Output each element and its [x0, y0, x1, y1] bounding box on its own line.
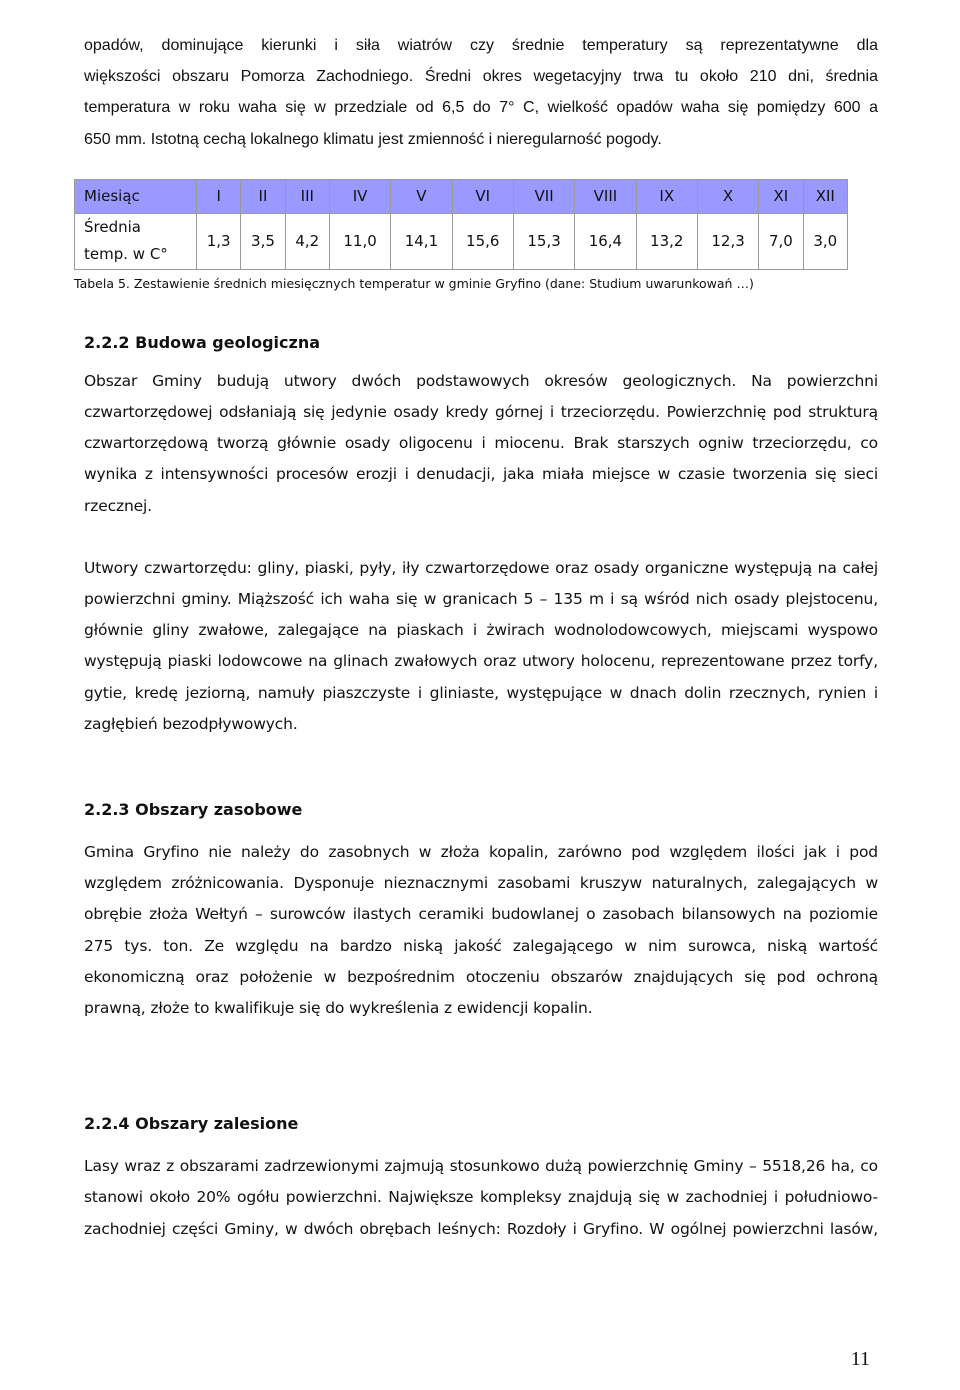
text-line: czwartorzędowej odsłaniają się jedynie osady kredy górnej i trzeciorzędu. Powierzchnię pod strukturą [84, 403, 878, 422]
text-line: prawną, złoże to kwalifikuje się do wykreślenia z ewidencji kopalin. [84, 999, 593, 1018]
text-line: zachodniej części Gminy, w dwóch obrębach leśnych: Rozdoły i Gryfino. W ogólnej powierzchni lasów, [84, 1219, 878, 1238]
text-line: Gmina Gryfino nie należy do zasobnych w złoża kopalin, zarówno pod względem ilości jak i pod [84, 843, 878, 862]
text-line: 650 mm. Istotną cechą lokalnego klimatu jest zmienność i nieregularność pogody. [84, 130, 662, 148]
value-cell: 15,3 [513, 213, 574, 269]
month-cell: XII [803, 179, 847, 213]
month-cell: VI [452, 179, 513, 213]
value-cell: 3,5 [241, 213, 285, 269]
month-cell: IX [636, 179, 697, 213]
row-label-cell [75, 213, 197, 269]
text-line: głównie gliny zwałowe, zalegające na piaskach i żwirach wodnolodowcowych, miejscami wyspowo [84, 621, 878, 640]
text-line: stanowi około 20% ogółu powierzchni. Największe kompleksy znajdują się w zachodniej i południowo- [84, 1188, 878, 1207]
value-cell: 3,0 [803, 213, 847, 269]
month-cell: XI [759, 179, 803, 213]
value-cell: 1,3 [197, 213, 241, 269]
text-line: zagłębień bezodpływowych. [84, 714, 298, 733]
month-cell: III [285, 179, 329, 213]
text-line: wynika z intensywności procesów erozji i denudacji, jaka miała miejsce w czasie tworzenia się sieci [84, 465, 878, 484]
resources-paragraph [84, 837, 878, 1024]
text-line: Obszar Gminy budują utwory dwóch podstawowych okresów geologicznych. Na powierzchni [84, 371, 878, 390]
text-line: czwartorzędową tworzą głównie osady oligocenu i miocenu. Brak starszych ogniw trzeciorzędu, co [84, 434, 878, 453]
header-label-cell: Miesiąc [75, 179, 197, 213]
row-label-line: Średnia [84, 218, 141, 237]
value-cell: 12,3 [697, 213, 758, 269]
text-line: opadów, dominujące kierunki i siła wiatrów czy średnie temperatury są reprezentatywne dla [84, 37, 878, 54]
month-cell: IV [329, 179, 390, 213]
text-line: 275 tys. ton. Ze względu na bardzo niską jakość zalegającego w nim surowca, niską wartość [84, 936, 878, 955]
row-label-line: temp. w C° [84, 245, 168, 264]
geology-paragraph [84, 366, 878, 522]
temperature-table [74, 179, 848, 270]
page-number: 11 [850, 1348, 870, 1370]
table-values-row [75, 213, 848, 269]
value-cell: 4,2 [285, 213, 329, 269]
text-line: powierzchni gminy. Miąższość ich waha się w granicach 5 – 135 m i są wśród nich osady plejstocenu, [84, 590, 878, 609]
forests-paragraph [84, 1151, 878, 1245]
text-line: rzecznej. [84, 496, 152, 515]
document-page [74, 28, 878, 1245]
text-line: temperatura w roku waha się w przedziale od 6,5 do 7° C, wielkość opadów waha się pomiędzy 600 a [84, 99, 878, 117]
text-line: ekonomiczną oraz położenie w bezpośrednim otoczeniu obszarów znajdujących się pod ochroną [84, 967, 878, 986]
text-line: obrębie złoża Wełtyń – surowców ilastych ceramiki budowlanej o zasobach bilansowych na poziomie [84, 905, 878, 924]
text-line: Lasy wraz z obszarami zadrzewionymi zajmują stosunkowo dużą powierzchnię Gminy – 5518,26 ha, co [84, 1157, 878, 1176]
value-cell: 15,6 [452, 213, 513, 269]
value-cell: 7,0 [759, 213, 803, 269]
month-cell: X [697, 179, 758, 213]
value-cell: 14,1 [391, 213, 452, 269]
month-cell: VIII [575, 179, 636, 213]
text-line: gytie, kredę jeziorną, namuły piaszczyste i gliniaste, występujące w dnach dolin rzecznych, rynien i [84, 683, 878, 702]
section-heading: 2.2.2 Budowa geologiczna [84, 332, 320, 352]
text-line: występują piaski lodowcowe na glinach zwałowych oraz utwory holocenu, reprezentowane przez torfy, [84, 652, 878, 671]
table-header-row [75, 179, 848, 213]
month-cell: VII [513, 179, 574, 213]
month-cell: V [391, 179, 452, 213]
table-caption: Tabela 5. Zestawienie średnich miesięcznych temperatur w gminie Gryfino (dane: Studium uwarunkowań …) [74, 275, 754, 291]
section-heading: 2.2.4 Obszary zalesione [84, 1114, 299, 1134]
temperature-table-block [74, 179, 878, 291]
value-cell: 11,0 [329, 213, 390, 269]
text-line: większości obszaru Pomorza Zachodniego. Średni okres wegetacyjny trwa tu około 210 dni, średnia [84, 68, 878, 86]
intro-paragraph [84, 30, 878, 155]
month-cell: II [241, 179, 285, 213]
quaternary-paragraph [84, 553, 878, 740]
section-heading: 2.2.3 Obszary zasobowe [84, 800, 303, 820]
text-line: Utwory czwartorzędu: gliny, piaski, pyły, iły czwartorzędowe oraz osady organiczne występują na całej [84, 558, 878, 577]
month-cell: I [197, 179, 241, 213]
value-cell: 16,4 [575, 213, 636, 269]
value-cell: 13,2 [636, 213, 697, 269]
text-line: względem zróżnicowania. Dysponuje nieznacznymi zasobami kruszyw naturalnych, zalegających w [84, 874, 878, 893]
